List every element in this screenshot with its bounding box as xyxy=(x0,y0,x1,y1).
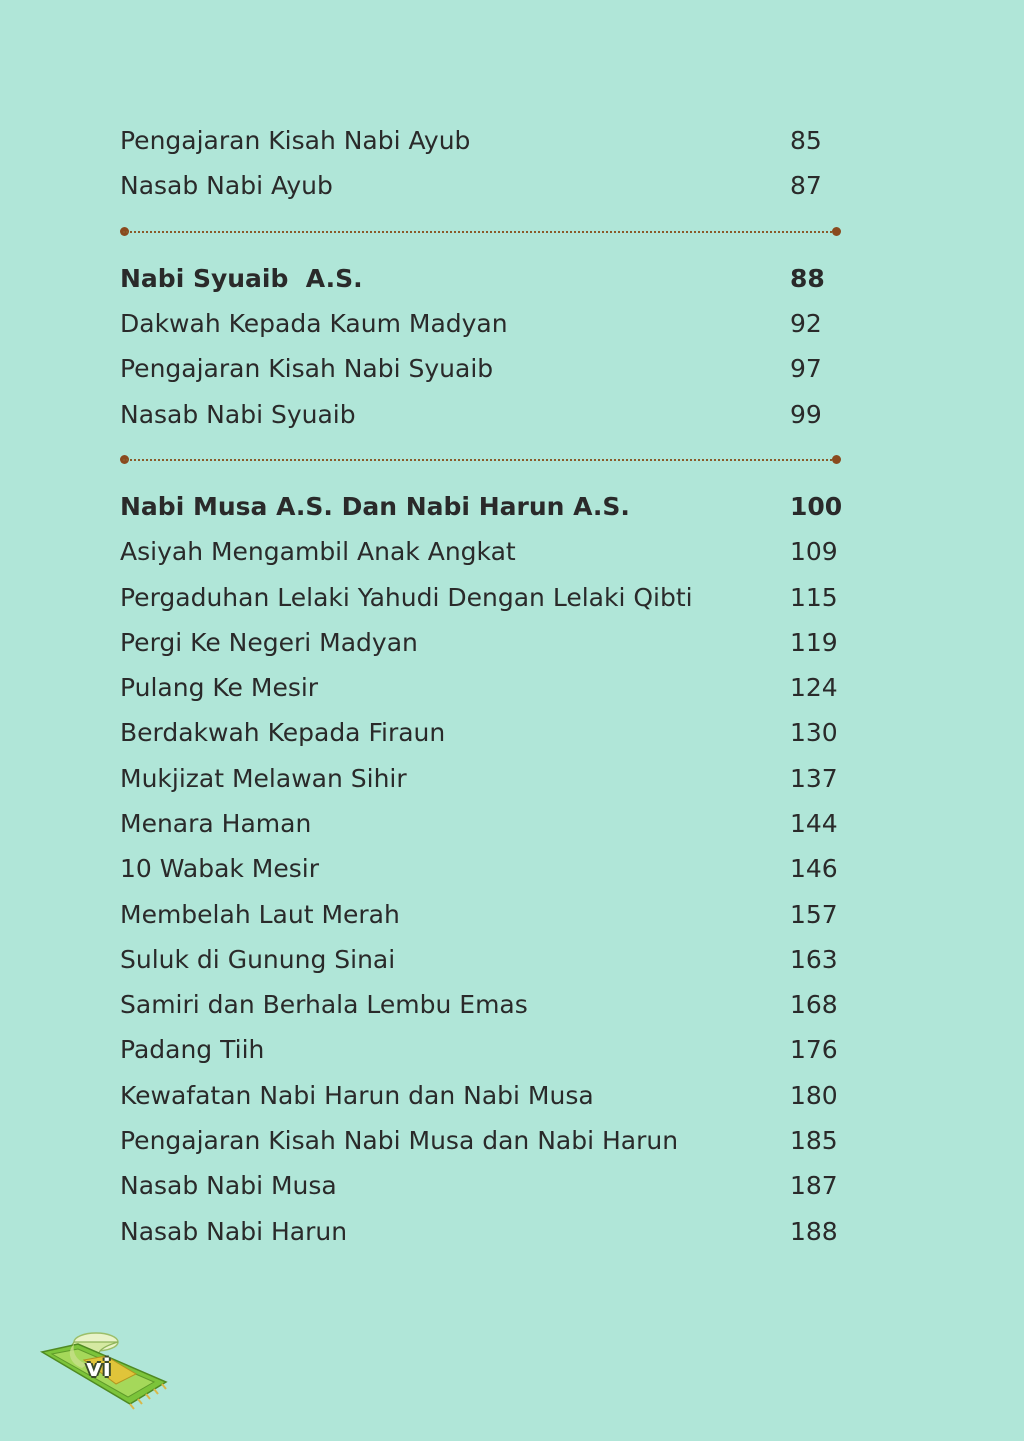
toc-heading-page: 88 xyxy=(790,263,825,293)
toc-entry-title: Dakwah Kepada Kaum Madyan xyxy=(120,309,508,339)
toc-entry[interactable] xyxy=(120,118,850,163)
toc-entry-page: 146 xyxy=(790,854,838,884)
divider-line xyxy=(123,459,839,461)
toc-entry[interactable] xyxy=(120,756,850,801)
page-number-folio: vi xyxy=(86,1354,112,1382)
toc-entry-title: Nasab Nabi Musa xyxy=(120,1171,337,1201)
toc-entry-page: 168 xyxy=(790,990,838,1020)
toc-entry-page: 176 xyxy=(790,1035,838,1065)
toc-entry-title: Nasab Nabi Ayub xyxy=(120,171,333,201)
toc-entry[interactable] xyxy=(120,301,850,346)
toc-entry[interactable] xyxy=(120,574,850,619)
toc-entry-title: Menara Haman xyxy=(120,809,312,838)
toc-entry-page: 163 xyxy=(790,944,838,974)
toc-entry-page: 130 xyxy=(790,718,838,748)
toc-entry-page: 124 xyxy=(790,673,838,703)
toc-entry-page: 157 xyxy=(790,899,838,929)
toc-entry[interactable] xyxy=(120,846,850,891)
divider-line xyxy=(123,231,839,233)
toc-entry-title: Pengajaran Kisah Nabi Syuaib xyxy=(120,354,494,384)
toc-entry-page: 185 xyxy=(790,1126,838,1156)
toc-entry[interactable] xyxy=(120,391,850,436)
table-of-contents xyxy=(120,118,850,1254)
toc-entry[interactable] xyxy=(120,346,850,391)
toc-entry-page: 92 xyxy=(790,309,822,339)
toc-entry[interactable] xyxy=(120,937,850,982)
toc-entry[interactable] xyxy=(120,801,850,846)
toc-heading-page: 100 xyxy=(790,491,843,521)
toc-entry[interactable] xyxy=(120,1073,850,1118)
toc-entry-title: Berdakwah Kepada Firaun xyxy=(120,718,446,748)
toc-entry-title: Pergaduhan Lelaki Yahudi Dengan Lelaki Qibti xyxy=(120,582,693,612)
toc-entry-title: Nasab Nabi Harun xyxy=(120,1216,348,1246)
toc-entry-title: Suluk di Gunung Sinai xyxy=(120,944,396,974)
toc-entry-page: 97 xyxy=(790,354,822,384)
toc-entry-page: 115 xyxy=(790,582,838,612)
toc-entry-page: 99 xyxy=(790,399,822,429)
toc-heading-title: Nabi Syuaib A.S. xyxy=(120,263,363,293)
toc-entry-title: Mukjizat Melawan Sihir xyxy=(120,763,407,793)
toc-entry-title: Asiyah Mengambil Anak Angkat xyxy=(120,537,516,567)
toc-entry-title: Padang Tiih xyxy=(120,1035,265,1065)
toc-entry-page: 87 xyxy=(790,171,822,201)
toc-entry-title: Pulang Ke Mesir xyxy=(120,673,319,703)
toc-entry[interactable] xyxy=(120,891,850,936)
toc-entry[interactable] xyxy=(120,163,850,208)
divider-dot xyxy=(832,227,841,236)
toc-entry-title: Pengajaran Kisah Nabi Musa dan Nabi Harun xyxy=(120,1126,679,1156)
toc-entry-title: Pergi Ke Negeri Madyan xyxy=(120,627,418,657)
divider-dot xyxy=(832,455,841,464)
toc-entry-page: 180 xyxy=(790,1080,838,1110)
toc-entry-page: 144 xyxy=(790,809,838,838)
toc-section-heading[interactable] xyxy=(120,484,850,529)
toc-entry-title: Samiri dan Berhala Lembu Emas xyxy=(120,990,528,1020)
toc-entry-page: 109 xyxy=(790,537,838,567)
toc-entry-title: 10 Wabak Mesir xyxy=(120,854,320,884)
toc-entry[interactable] xyxy=(120,710,850,755)
toc-entry[interactable] xyxy=(120,529,850,574)
toc-entry[interactable] xyxy=(120,1163,850,1208)
toc-entry[interactable] xyxy=(120,1209,850,1254)
section-divider xyxy=(120,209,850,256)
toc-entry-page: 188 xyxy=(790,1216,838,1246)
toc-entry-page: 119 xyxy=(790,627,838,657)
toc-entry-title: Pengajaran Kisah Nabi Ayub xyxy=(120,126,471,156)
toc-entry[interactable] xyxy=(120,620,850,665)
toc-entry-page: 187 xyxy=(790,1171,838,1201)
toc-entry-title: Nasab Nabi Syuaib xyxy=(120,399,356,429)
toc-entry[interactable] xyxy=(120,982,850,1027)
toc-entry-title: Kewafatan Nabi Harun dan Nabi Musa xyxy=(120,1080,594,1110)
toc-entry-page: 85 xyxy=(790,126,822,156)
toc-heading-title: Nabi Musa A.S. Dan Nabi Harun A.S. xyxy=(120,491,630,521)
toc-entry[interactable] xyxy=(120,665,850,710)
toc-section-heading[interactable] xyxy=(120,256,850,301)
toc-entry[interactable] xyxy=(120,1027,850,1072)
toc-entry-page: 137 xyxy=(790,763,838,793)
toc-entry-title: Membelah Laut Merah xyxy=(120,899,400,929)
toc-entry[interactable] xyxy=(120,1118,850,1163)
section-divider xyxy=(120,437,850,484)
